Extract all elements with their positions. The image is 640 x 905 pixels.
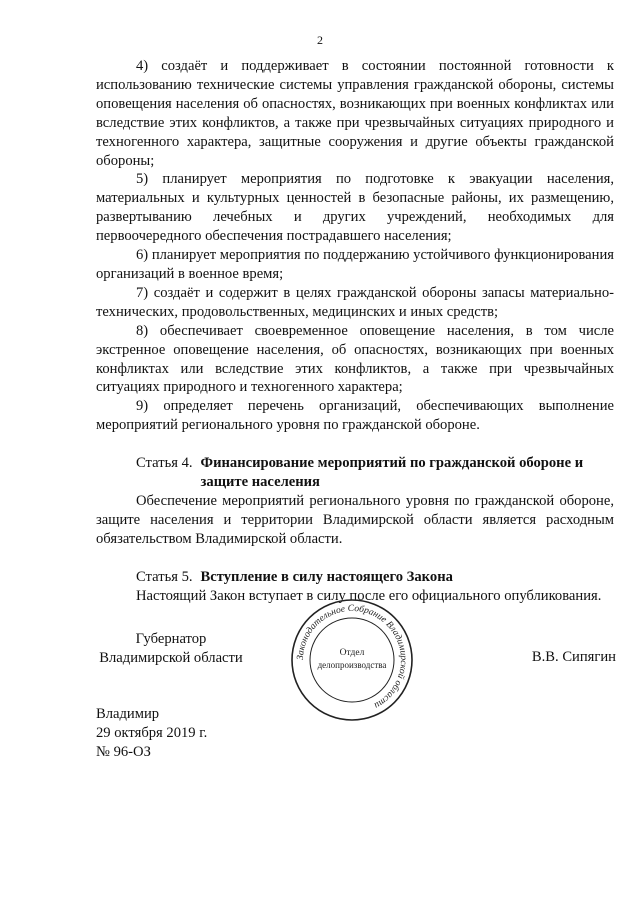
office-stamp (290, 598, 414, 722)
article-4-title: Финансирование мероприятий по гражданской обороне и защите населения (200, 455, 584, 491)
signatory-title-line1: Губернатор (135, 631, 207, 647)
document-body (96, 57, 614, 605)
signatory-title-line2: Владимирской области (99, 649, 243, 666)
article-4-number: Статья 4. (136, 455, 193, 472)
list-item-8: 8) обеспечивает своевременное оповещение населения, в том числе экстренное оповещение населения, об опасностях, возникающих при военных конфликтах или вследствие этих конфликтов, а также при чрезвычайных ситуациях природного и техногенного характера; (96, 322, 614, 396)
page-number: 2 (317, 33, 323, 47)
list-item-7: 7) создаёт и содержит в целях гражданской обороны запасы материально-технических, продовольственных, медицинских и иных средств; (96, 284, 614, 320)
list-item-4: 4) создаёт и поддерживает в состоянии постоянной готовности к использованию технические системы управления гражданской обороны, системы оповещения населения об опасностях, возникающих при военных конфликтах или вследствие этих конфликтов, а также при чрезвычайных ситуациях природного и техногенного характера, защитные сооружения и другие объекты гражданской обороны; (96, 58, 614, 169)
article-4-heading (136, 454, 614, 492)
article-5-title: Вступление в силу настоящего Закона (200, 568, 453, 585)
document-footer (96, 705, 207, 762)
article-4 (96, 454, 614, 549)
footer-city: Владимир (96, 706, 160, 722)
list-item-5: 5) планирует мероприятия по подготовке к эвакуации населения, материальных и культурных ценностей в безопасные районы, их размещению, развертыванию лечебных и других учреждений, необходимых для первоочередного обеспечения пострадавшего населения; (96, 171, 614, 245)
list-item-9: 9) определяет перечень организаций, обеспечивающих выполнение мероприятий регионального уровня по гражданской обороне. (96, 398, 614, 434)
footer-date: 29 октября 2019 г. (96, 724, 208, 741)
article-5-number: Статья 5. (136, 568, 193, 585)
article-5-text: Настоящий Закон вступает в силу после его официального опубликования. (136, 587, 602, 604)
signatory-name: В.В. Сипягин (531, 649, 616, 665)
stamp-ring-text: Законодательное Собрание Владимирской области (295, 603, 409, 711)
article-5-heading (136, 568, 614, 587)
signatory-title (96, 630, 246, 668)
footer-number: № 96-ОЗ (96, 743, 151, 760)
article-4-text: Обеспечение мероприятий регионального уровня по гражданской обороне, защите населения и территории Владимирской области является расходным обязательством Владимирской области. (96, 492, 614, 547)
list-item-6: 6) планирует мероприятия по поддержанию устойчивого функционирования организаций в военное время; (96, 247, 614, 282)
stamp-center-line1: Отдел (339, 648, 365, 658)
stamp-center-line2: делопроизводства (317, 660, 387, 670)
